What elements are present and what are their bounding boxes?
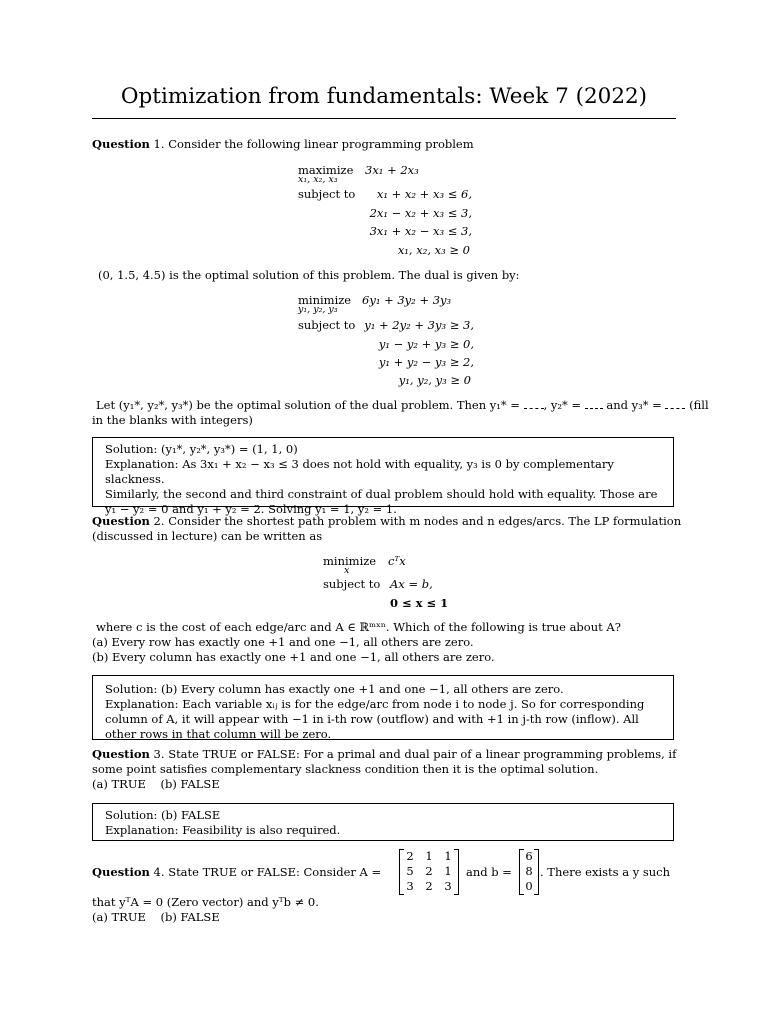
solution-1-line-2: Explanation: As 3x₁ + x₂ − x₃ ≤ 3 does not hold with equality, y₃ is 0 by complementary slackness. — [105, 457, 614, 486]
matrix-A-cell: 2 — [425, 879, 433, 893]
ask-part-c: and y₃* = — [606, 398, 662, 412]
question-4-line-1a — [92, 865, 381, 880]
solution-1-line-1: Solution: (y₁*, y₂*, y₃*) = (1, 1, 0) — [105, 442, 298, 456]
question-1-mid: (0, 1.5, 4.5) is the optimal solution of this problem. The dual is given by: — [98, 268, 520, 282]
dual-op-sub: y₁, y₂, y₃ — [298, 304, 338, 315]
q2-op: minimize — [323, 554, 377, 568]
blank-y3[interactable] — [665, 400, 685, 409]
solution-box-2 — [92, 675, 674, 740]
question-4-number: 4. — [149, 865, 165, 879]
title-rule — [92, 118, 676, 119]
matrix-A — [399, 849, 459, 895]
q2-constraint-2: 0 ≤ x ≤ 1 — [390, 596, 449, 610]
question-1-ask — [96, 398, 709, 413]
solution-box-1 — [92, 437, 674, 516]
question-2-option-b: (b) Every column has exactly one +1 and one −1, all others are zero. — [92, 650, 495, 664]
solution-1-line-4: y₁ − y₂ = 0 and y₁ + y₂ = 2. Solving y₁ = 1, y₂ = 1. — [105, 502, 397, 516]
dual-objective: 6y₁ + 3y₂ + 3y₃ — [362, 293, 452, 307]
solution-box-3 — [92, 803, 674, 841]
primal-constraint-1: x₁ + x₂ + x₃ ≤ 6, — [376, 187, 472, 201]
q2-constraint-1: Ax = b, — [390, 577, 433, 591]
blank-y1[interactable] — [524, 400, 544, 409]
question-3-line-1 — [92, 747, 676, 762]
blank-y2[interactable] — [585, 400, 603, 409]
vector-b-cell: 8 — [525, 864, 533, 878]
matrix-A-cell: 2 — [406, 849, 414, 863]
primal-op: maximize — [298, 163, 354, 177]
dual-op: minimize — [298, 293, 352, 307]
question-2-option-a: (a) Every row has exactly one +1 and one −1, all others are zero. — [92, 635, 474, 649]
solution-3-line-2: Explanation: Feasibility is also required. — [105, 823, 341, 837]
vector-b-cell: 0 — [525, 879, 533, 893]
dual-constraint-1: y₁ + 2y₂ + 3y₃ ≥ 3, — [364, 318, 474, 332]
ask-part-d: (fill — [689, 398, 709, 412]
question-1-line — [92, 137, 474, 152]
question-1-number: 1. — [149, 137, 165, 151]
question-2-line-1 — [92, 514, 681, 529]
dual-constraint-2: y₁ − y₂ + y₃ ≥ 0, — [378, 337, 474, 351]
primal-subject-to: subject to — [298, 187, 356, 201]
matrix-A-cell: 2 — [425, 864, 433, 878]
question-4-text-c: . There exists a y such — [540, 865, 671, 879]
primal-constraint-3: 3x₁ + x₂ − x₃ ≤ 3, — [369, 224, 472, 238]
primal-constraint-4: x₁, x₂, x₃ ≥ 0 — [397, 243, 470, 257]
matrix-A-cell: 5 — [406, 864, 414, 878]
dual-constraint-4: y₁, y₂, y₃ ≥ 0 — [398, 373, 471, 387]
q2-objective: cᵀx — [388, 554, 406, 568]
ask-part-b: , y₂* = — [543, 398, 582, 412]
ask-part-a: Let (y₁*, y₂*, y₃*) be the optimal solution of the dual problem. Then y₁* = — [96, 398, 520, 412]
solution-2-line-2: Explanation: Each variable xᵢⱼ is for the edge/arc from node i to node j. So for corresponding — [105, 697, 645, 711]
vector-b — [519, 849, 539, 895]
question-1-label: Question — [92, 137, 150, 151]
question-4-label: Question — [92, 865, 150, 879]
question-2-ask: where c is the cost of each edge/arc and A ∈ ℝᵐˣⁿ. Which of the following is true about A? — [96, 620, 621, 634]
question-1-ask-cont: in the blanks with integers) — [92, 413, 253, 427]
primal-op-sub: x₁, x₂, x₃ — [298, 174, 338, 185]
question-4-options: (a) TRUE (b) FALSE — [92, 910, 220, 924]
dual-subject-to: subject to — [298, 318, 356, 332]
question-3-label: Question — [92, 747, 150, 761]
primal-constraint-2: 2x₁ − x₂ + x₃ ≤ 3, — [369, 206, 472, 220]
q2-subject-to: subject to — [323, 577, 381, 591]
page-title: Optimization from fundamentals: Week 7 (2022) — [120, 84, 648, 109]
primal-objective: 3x₁ + 2x₃ — [365, 163, 419, 177]
question-1-intro: Consider the following linear programming problem — [168, 137, 474, 151]
matrix-A-cell: 3 — [406, 879, 414, 893]
matrix-A-cell: 1 — [444, 849, 452, 863]
question-3-number: 3. — [149, 747, 165, 761]
question-2-label: Question — [92, 514, 150, 528]
question-3-options: (a) TRUE (b) FALSE — [92, 777, 220, 791]
matrix-A-cell: 1 — [425, 849, 433, 863]
solution-2-line-4: other rows in that column will be zero. — [105, 727, 332, 741]
question-2-number: 2. — [149, 514, 165, 528]
matrix-A-cell: 3 — [444, 879, 452, 893]
question-3-text-1: State TRUE or FALSE: For a primal and dual pair of a linear programming problems, if — [168, 747, 677, 761]
question-2-line-2: (discussed in lecture) can be written as — [92, 529, 323, 543]
question-3-line-2: some point satisfies complementary slackness condition then it is the optimal solution. — [92, 762, 599, 776]
solution-3-line-1: Solution: (b) FALSE — [105, 808, 221, 822]
dual-constraint-3: y₁ + y₂ − y₃ ≥ 2, — [378, 355, 474, 369]
question-4-text-b: and b = — [466, 865, 512, 879]
solution-2-line-3: column of A, it will appear with −1 in i-th row (outflow) and with +1 in j-th row (inflow). All — [105, 712, 639, 726]
vector-b-cell: 6 — [525, 849, 533, 863]
solution-2-line-1: Solution: (b) Every column has exactly one +1 and one −1, all others are zero. — [105, 682, 564, 696]
q2-op-sub: x — [344, 565, 350, 576]
question-4-text-a: State TRUE or FALSE: Consider A = — [168, 865, 382, 879]
question-2-text-1: Consider the shortest path problem with m nodes and n edges/arcs. The LP formulation — [168, 514, 682, 528]
matrix-A-cell: 1 — [444, 864, 452, 878]
question-4-line-2: that yᵀA = 0 (Zero vector) and yᵀb ≠ 0. — [92, 895, 319, 909]
solution-1-line-3: Similarly, the second and third constraint of dual problem should hold with equality. Those are — [105, 487, 658, 501]
